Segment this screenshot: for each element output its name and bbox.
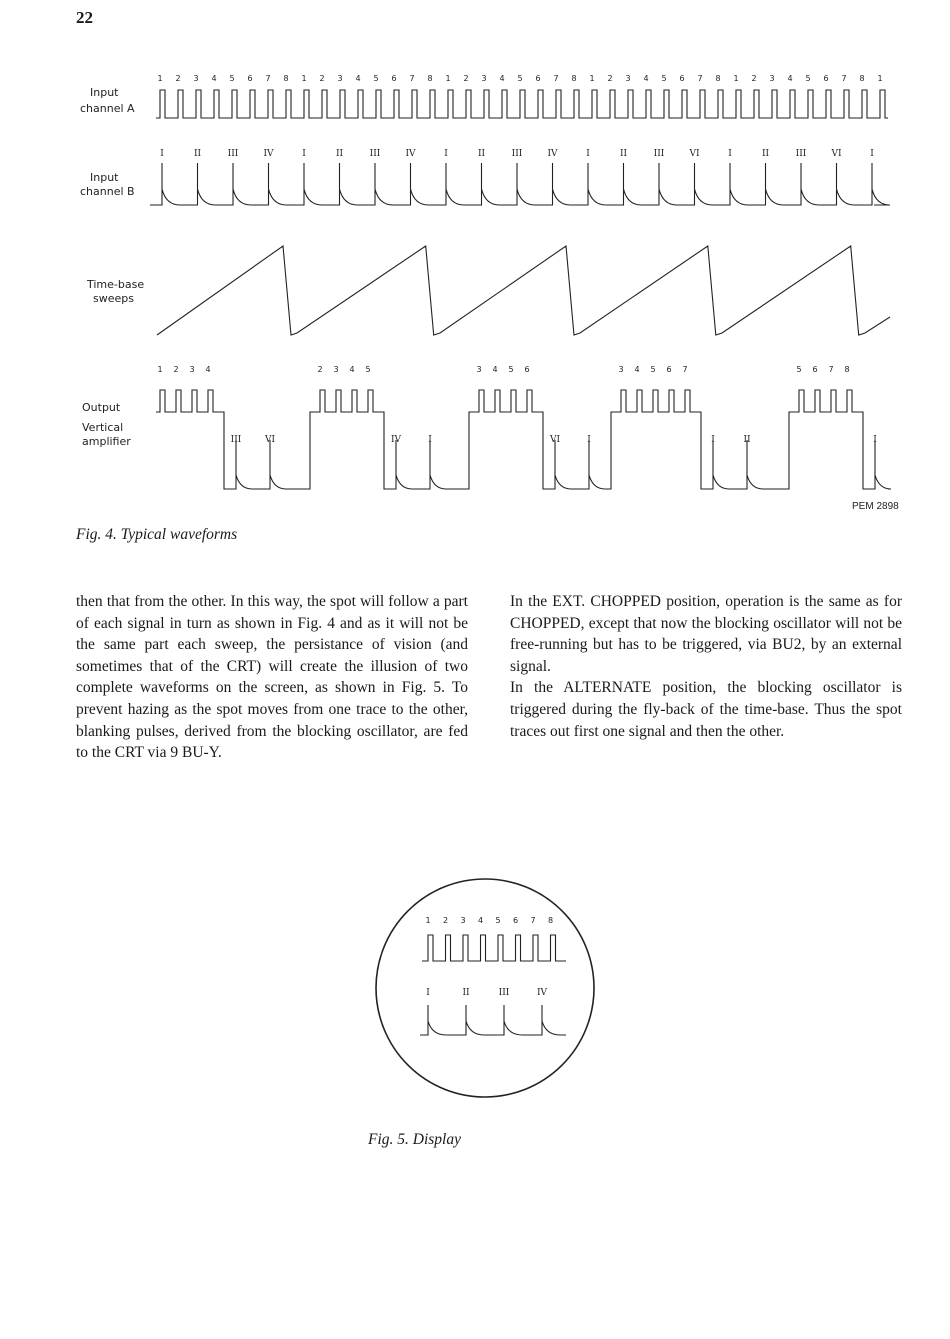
channel-a-pulse-number: 3 — [193, 74, 199, 83]
display-pulse-number: 3 — [460, 916, 466, 925]
channel-b-pulse-numeral: I — [302, 149, 306, 159]
label-input-b-line2: channel B — [80, 185, 135, 198]
output-pulse-number: 4 — [205, 365, 211, 374]
channel-a-pulse-number: 5 — [661, 74, 667, 83]
channel-a-pulse-number: 6 — [391, 74, 397, 83]
output-pulse-number: 5 — [650, 365, 656, 374]
channel-b-pulse-numeral: I — [870, 149, 874, 159]
display-pulse-number: 5 — [495, 916, 501, 925]
timebase-sweep-waveform — [157, 246, 890, 335]
channel-b-pulse-numeral: I — [444, 149, 448, 159]
crt-screen-circle — [376, 879, 594, 1097]
channel-a-pulse-number: 5 — [805, 74, 811, 83]
channel-b-pulse-numeral: III — [795, 149, 807, 159]
channel-b-pulse-numeral: IV — [547, 149, 558, 159]
channel-b-pulse-numeral: II — [761, 149, 770, 159]
output-pulse-numeral: IV — [390, 435, 402, 445]
channel-a-pulse-number: 5 — [373, 74, 379, 83]
channel-a-pulse-number: 1 — [733, 74, 739, 83]
channel-b-pulse-numeral: II — [619, 149, 628, 159]
figure-5-display — [370, 873, 600, 1103]
label-timebase-line1: Time-base — [87, 278, 145, 291]
channel-b-pulse-numeral: III — [653, 149, 665, 159]
channel-a-pulse-number: 7 — [841, 74, 847, 83]
output-pulse-numeral: III — [230, 435, 242, 445]
display-pulse-number: 8 — [547, 916, 554, 925]
label-input-b-line1: Input — [90, 171, 119, 184]
channel-b-waveform — [150, 163, 890, 205]
figure-4-waveforms — [0, 0, 950, 530]
channel-a-pulse-number: 3 — [337, 74, 343, 83]
display-trace-a — [422, 935, 566, 961]
output-pulse-numeral: I — [587, 435, 591, 445]
output-pulse-number: 5 — [365, 365, 371, 374]
output-pulse-number: 8 — [844, 365, 850, 374]
channel-a-pulse-number: 7 — [553, 74, 559, 83]
output-pulse-numeral: II — [743, 435, 751, 445]
display-trace-b — [420, 1005, 566, 1035]
channel-a-pulse-number: 4 — [211, 74, 217, 83]
output-pulse-number: 5 — [796, 365, 802, 374]
channel-a-waveform — [156, 90, 888, 118]
channel-b-pulse-numeral: III — [369, 149, 381, 159]
channel-a-pulse-number: 3 — [625, 74, 631, 83]
output-pulse-number: 6 — [524, 365, 530, 374]
channel-b-pulse-numeral: II — [193, 149, 202, 159]
display-pulse-numeral: III — [498, 988, 510, 998]
channel-a-pulse-number: 7 — [409, 74, 415, 83]
channel-a-pulse-number: 6 — [535, 74, 541, 83]
right-paragraph-2: In the ALTERNATE position, the blocking oscillator is triggered during the fly-back of the time-base. Thus the spot traces out first one signal and then the other. — [510, 679, 902, 740]
channel-a-pulse-number: 4 — [787, 74, 793, 83]
display-pulse-number: 1 — [425, 916, 431, 925]
display-pulse-number: 2 — [442, 916, 449, 925]
channel-a-pulse-number: 1 — [157, 74, 163, 83]
output-pulse-number: 3 — [618, 365, 624, 374]
channel-a-pulse-number: 4 — [643, 74, 649, 83]
channel-a-pulse-number: 2 — [175, 74, 181, 83]
output-labels — [157, 365, 877, 445]
output-pulse-number: 3 — [189, 365, 195, 374]
channel-b-pulse-numeral: VI — [831, 149, 842, 159]
channel-a-pulse-number: 7 — [265, 74, 271, 83]
output-pulse-numeral: VI — [549, 435, 561, 445]
channel-a-pulse-number: 8 — [715, 74, 721, 83]
label-output-line3: amplifier — [82, 435, 131, 448]
label-input-a-line1: Input — [90, 86, 119, 99]
output-pulse-numeral: VI — [264, 435, 276, 445]
output-pulse-number: 4 — [349, 365, 355, 374]
channel-a-pulse-number: 6 — [823, 74, 829, 83]
channel-a-pulse-number: 7 — [697, 74, 703, 83]
channel-b-pulse-numeral: IV — [263, 149, 274, 159]
output-pulse-number: 1 — [157, 365, 163, 374]
figure-5-caption: Fig. 5. Display — [368, 1131, 461, 1148]
output-pulse-number: 6 — [666, 365, 672, 374]
display-pulse-number: 6 — [512, 916, 519, 925]
channel-a-pulse-number: 5 — [517, 74, 523, 83]
output-pulse-numeral: I — [428, 435, 432, 445]
display-pulse-numeral: I — [426, 988, 430, 998]
figure-code: PEM 2898 — [852, 501, 899, 512]
channel-b-pulse-numeral: III — [511, 149, 523, 159]
channel-a-pulse-number: 8 — [571, 74, 577, 83]
label-timebase-line2: sweeps — [93, 292, 134, 305]
channel-b-pulse-numeral: VI — [689, 149, 700, 159]
label-input-a-line2: channel A — [80, 102, 135, 115]
output-pulse-number: 7 — [828, 365, 834, 374]
output-pulse-number: 4 — [634, 365, 640, 374]
channel-a-pulse-number: 2 — [607, 74, 613, 83]
channel-a-pulse-number: 1 — [301, 74, 307, 83]
channel-b-pulse-numeral: III — [227, 149, 239, 159]
figure-4-caption: Fig. 4. Typical waveforms — [76, 526, 238, 543]
channel-a-pulse-number: 4 — [499, 74, 505, 83]
label-output-line2: Vertical — [82, 421, 124, 434]
display-pulse-numeral: IV — [536, 988, 548, 998]
display-pulse-number: 4 — [477, 916, 484, 925]
channel-b-pulse-numeral: I — [586, 149, 590, 159]
output-pulse-number: 4 — [492, 365, 498, 374]
channel-a-pulse-number: 1 — [589, 74, 595, 83]
channel-a-pulse-number: 3 — [769, 74, 775, 83]
channel-a-pulse-number: 1 — [877, 74, 883, 83]
page-number: 22 — [76, 8, 93, 27]
channel-b-pulse-numeral: I — [160, 149, 164, 159]
display-pulse-numeral: II — [462, 988, 470, 998]
output-pulse-numeral: I — [873, 435, 877, 445]
channel-a-pulse-number: 3 — [481, 74, 487, 83]
output-pulse-number: 2 — [173, 365, 179, 374]
channel-a-pulse-number: 1 — [445, 74, 451, 83]
channel-a-pulse-number: 6 — [247, 74, 253, 83]
channel-a-pulse-number: 2 — [751, 74, 757, 83]
channel-b-numeral-labels — [160, 149, 874, 159]
channel-a-pulse-number: 8 — [859, 74, 865, 83]
left-paragraph: then that from the other. In this way, the spot will follow a part of each signal in turn as shown in Fig. 4 and as it will not be the same part each sweep, the persistance of vision (and sometimes that of the CRT) will create the illusion of two complete waveforms on the screen, as shown in Fig. 5. To prevent hazing as the spot moves from one trace to the other, blanking pulses, derived from the blocking oscillator, are fed to the CRT via 9 BU-Y. — [76, 593, 468, 762]
display-labels — [425, 916, 553, 998]
display-pulse-number: 7 — [530, 916, 536, 925]
channel-a-number-labels — [157, 74, 882, 83]
channel-b-pulse-numeral: IV — [405, 149, 416, 159]
output-pulse-number: 2 — [317, 365, 323, 374]
right-paragraph-1: In the EXT. CHOPPED position, operation is the same as for CHOPPED, except that now the blocking oscillator will not be free-running but has to be triggered, via BU2, by an external signal. — [510, 593, 902, 675]
output-pulse-number: 7 — [682, 365, 688, 374]
output-pulse-number: 3 — [476, 365, 482, 374]
channel-a-pulse-number: 6 — [679, 74, 685, 83]
output-pulse-number: 5 — [508, 365, 514, 374]
output-pulse-numeral: I — [711, 435, 715, 445]
channel-b-pulse-numeral: II — [335, 149, 344, 159]
label-output-line1: Output — [82, 401, 121, 414]
channel-a-pulse-number: 2 — [463, 74, 469, 83]
channel-a-pulse-number: 4 — [355, 74, 361, 83]
channel-b-pulse-numeral: II — [477, 149, 486, 159]
right-column — [510, 591, 902, 742]
output-pulse-number: 3 — [333, 365, 339, 374]
channel-a-pulse-number: 5 — [229, 74, 235, 83]
channel-a-pulse-number: 8 — [427, 74, 433, 83]
channel-b-pulse-numeral: I — [728, 149, 732, 159]
output-pulse-number: 6 — [812, 365, 818, 374]
left-column — [76, 591, 468, 764]
channel-a-pulse-number: 2 — [319, 74, 325, 83]
channel-a-pulse-number: 8 — [283, 74, 289, 83]
